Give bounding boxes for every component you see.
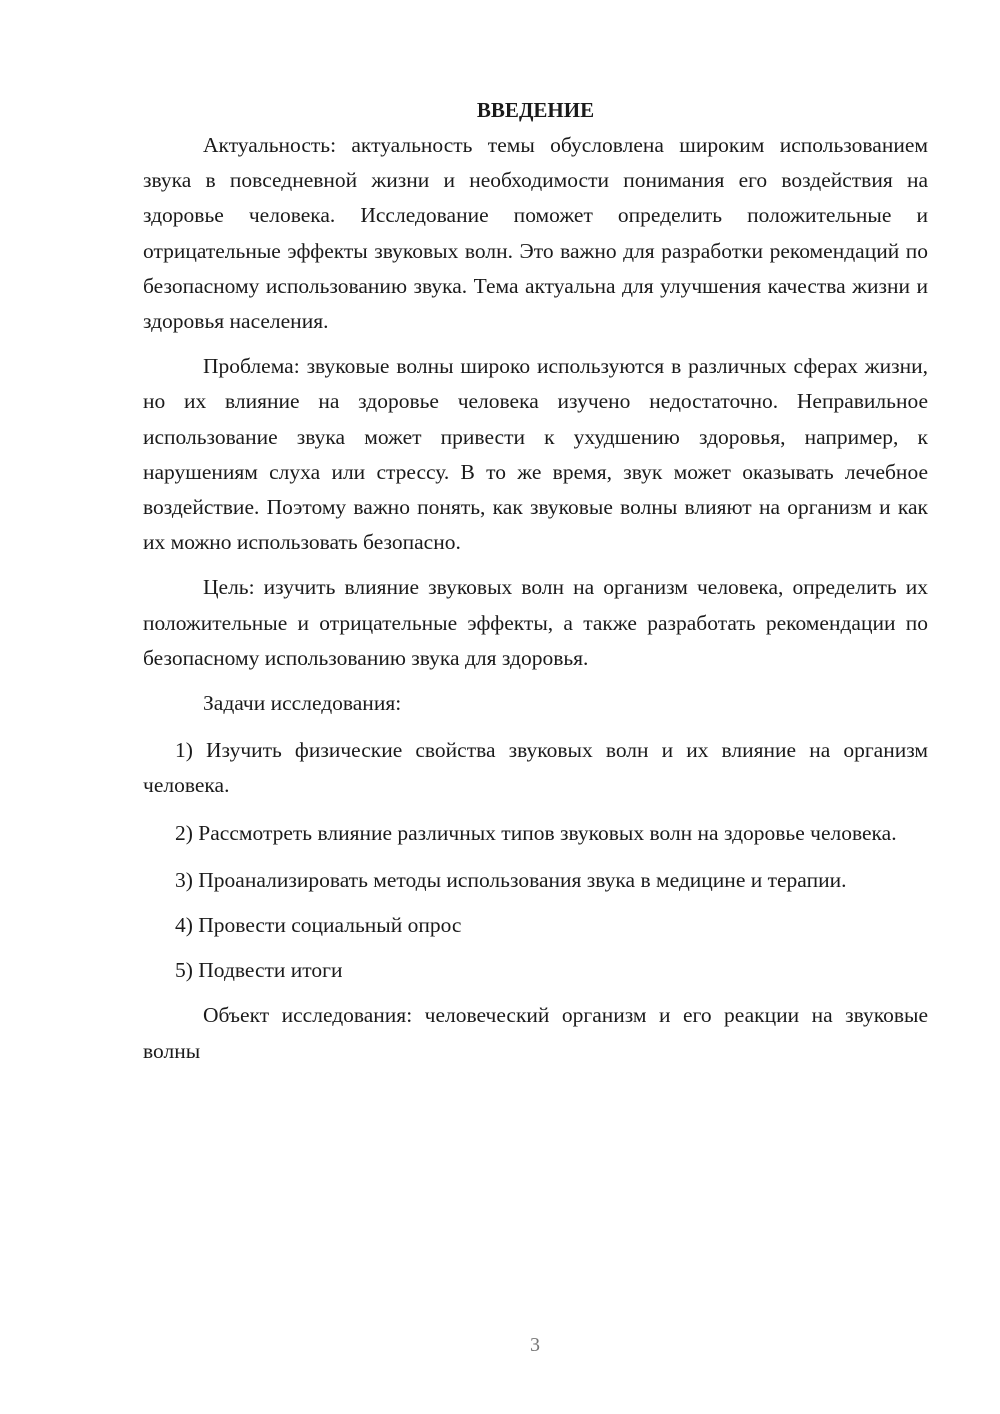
- list-item: 1) Изучить физические свойства звуковых волн и их влияние на организм человека.: [143, 738, 928, 798]
- document-page: [143, 92, 928, 1069]
- goal-paragraph: Цель: изучить влияние звуковых волн на организм человека, определить их положительные и отрицательные эффекты, а также разработать рекомендации по безопасному использованию звука для здоровья.: [143, 575, 928, 670]
- relevance-paragraph: Актуальность: актуальность темы обусловлена широким использованием звука в повседневной жизни и необходимости понимания его воздействия на здоровье человека. Исследование поможет определить положительные и отрицательные эффекты звуковых волн. Это важно для разработки рекомендаций по безопасному использованию звука. Тема актуальна для улучшения качества жизни и здоровья населения.: [143, 133, 928, 334]
- problem-paragraph: Проблема: звуковые волны широко используются в различных сферах жизни, но их влияние на здоровье человека изучено недостаточно. Неправильное использование звука может привести к ухудшению здоровья, например, к нарушениям слуха или стрессу. В то же время, звук может оказывать лечебное воздействие. Поэтому важно понять, как звуковые волны влияют на организм и как их можно использовать безопасно.: [143, 354, 928, 555]
- list-item: 5) Подвести итоги: [175, 958, 343, 983]
- section-heading: ВВЕДЕНИЕ: [476, 98, 595, 122]
- page-number: 3: [530, 1334, 540, 1356]
- list-item: 2) Рассмотреть влияние различных типов звуковых волн на здоровье человека.: [175, 820, 897, 845]
- tasks-title: Задачи исследования:: [203, 691, 402, 716]
- tasks-list: [143, 733, 928, 988]
- object-paragraph: Объект исследования: человеческий организм и его реакции на звуковые волны: [143, 1003, 928, 1063]
- list-item: 4) Провести социальный опрос: [175, 913, 462, 938]
- list-item: 3) Проанализировать методы использования звука в медицине и терапии.: [175, 867, 847, 892]
